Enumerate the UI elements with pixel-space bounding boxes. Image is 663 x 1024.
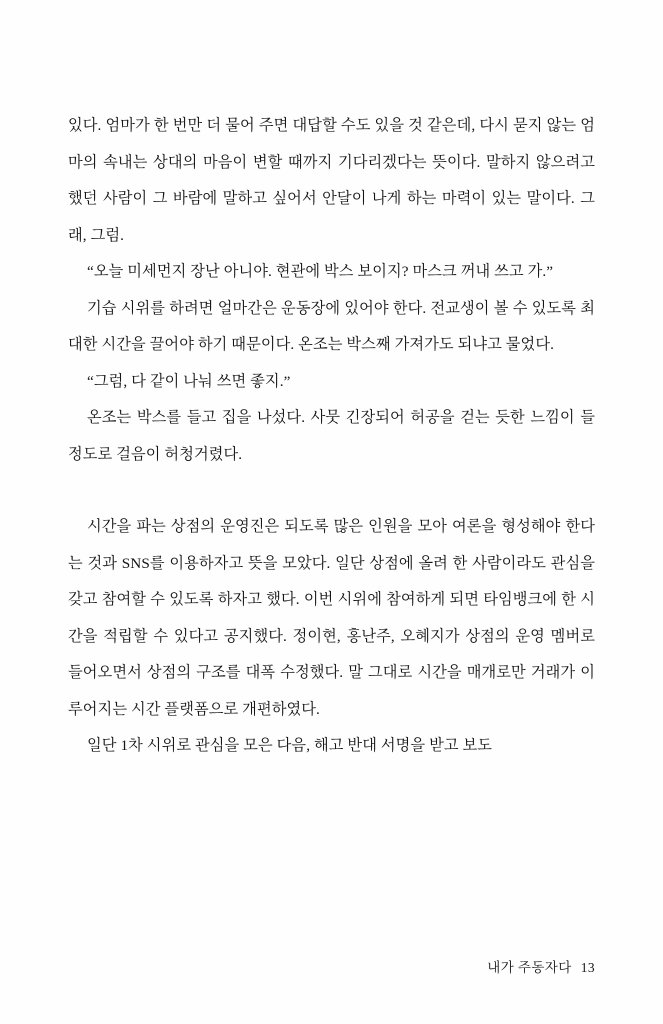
paragraph: 온조는 박스를 들고 집을 나섰다. 사뭇 긴장되어 허공을 걷는 듯한 느낌이 들 정도로 걸음이 허청거렸다. <box>68 409 595 463</box>
page-body <box>68 108 595 765</box>
paragraph: 있다. 엄마가 한 번만 더 물어 주면 대답할 수도 있을 것 같은데, 다시 묻지 않는 엄마의 속내는 상대의 마음이 변할 때까지 기다리겠다는 뜻이다. 말하지 않으려고 했던 사람이 그 바람에 말하고 싶어서 안달이 나게 하는 마력이 있는 말이다. 그래, 그럼. <box>68 117 595 244</box>
page-number: 13 <box>580 960 595 975</box>
page-footer <box>487 956 595 976</box>
running-title: 내가 주동자다 <box>487 960 572 975</box>
section-break <box>68 473 595 509</box>
dialogue-line: “그럼, 다 같이 나눠 쓰면 좋지.” <box>87 372 291 390</box>
paragraph: 기습 시위를 하려면 얼마간은 운동장에 있어야 한다. 전교생이 볼 수 있도록 최대한 시간을 끌어야 하기 때문이다. 온조는 박스째 가져가도 되냐고 물었다. <box>68 299 595 353</box>
paragraph: 시간을 파는 상점의 운영진은 되도록 많은 인원을 모아 여론을 형성해야 한다는 것과 SNS를 이용하자고 뜻을 모았다. 일단 상점에 올려 한 사람이라도 관심을 갖고 참여할 수 있도록 하자고 했다. 이번 시위에 참여하게 되면 타임뱅크에 한 시간을 적립할 수 있다고 공지했다. 정이현, 홍난주, 오혜지가 상점의 운영 멤버로 들어오면서 상점의 구조를 대폭 수정했다. 말 그대로 시간을 매개로만 거래가 이루어지는 시간 플랫폼으로 개편하였다. <box>68 518 595 718</box>
paragraph: 일단 1차 시위로 관심을 모은 다음, 해고 반대 서명을 받고 보도 <box>87 737 493 754</box>
dialogue-line: “오늘 미세먼지 장난 아니야. 현관에 박스 보이지? 마스크 꺼내 쓰고 가.” <box>87 263 554 280</box>
